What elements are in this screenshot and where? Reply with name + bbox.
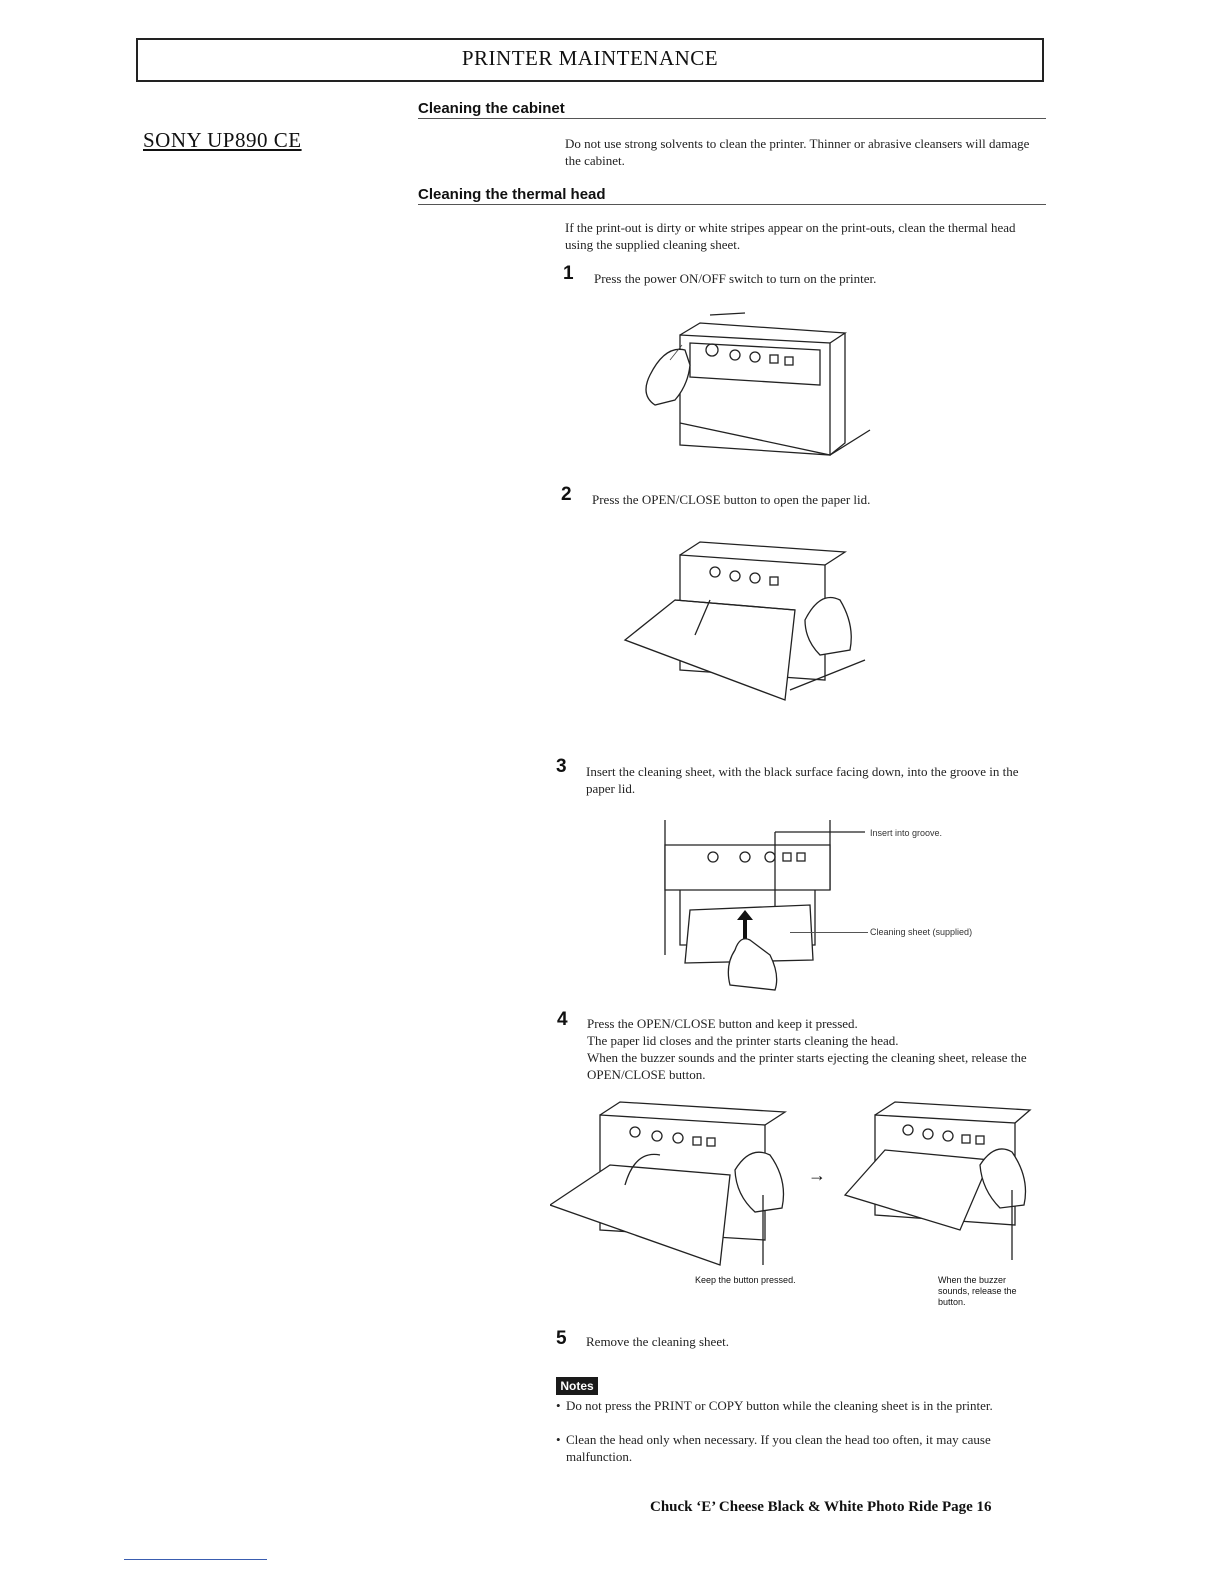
label-insert-groove: Insert into groove. [870, 828, 943, 838]
thermal-intro: If the print-out is dirty or white stripes appear on the print-outs, clean the thermal head using the supplied cleaning sheet. [565, 220, 1016, 252]
step-text: Press the OPEN/CLOSE button and keep it pressed. [587, 1016, 858, 1031]
step-number: 4 [557, 1009, 568, 1030]
step-text: Insert the cleaning sheet, with the black surface facing down, into the groove in the paper lid. [586, 764, 1019, 796]
note-item: Do not press the PRINT or COPY button while the cleaning sheet is in the printer. [566, 1398, 993, 1413]
arrow-right-icon: → [808, 1165, 826, 1185]
page-title: PRINTER MAINTENANCE [461, 46, 719, 70]
label-keep-pressed: Keep the button pressed. [695, 1275, 796, 1285]
step-text: When the buzzer sounds and the printer starts ejecting the cleaning sheet, release the OPEN/CLOSE button. [587, 1050, 1027, 1082]
printer-power-illustration [630, 305, 880, 470]
step-number: 5 [556, 1328, 567, 1349]
section-rule [418, 204, 1046, 205]
note-item: Clean the head only when necessary. If you clean the head too often, it may cause malfunction. [566, 1432, 991, 1464]
step-number: 1 [563, 263, 574, 284]
section-rule [418, 118, 1046, 119]
step-text: The paper lid closes and the printer starts cleaning the head. [587, 1033, 899, 1048]
footer-link-underline [124, 1559, 267, 1560]
notes-badge: Notes [556, 1377, 598, 1395]
section-title-cabinet: Cleaning the cabinet [418, 100, 565, 117]
bullet-icon: • [556, 1398, 561, 1413]
model-name: SONY UP890 CE [143, 128, 302, 152]
footer-text: Chuck ‘E’ Cheese Black & White Photo Ride Page 16 [650, 1499, 992, 1515]
lid-closing-illustration [550, 1090, 790, 1270]
sheet-eject-illustration [840, 1090, 1040, 1270]
section-title-thermal: Cleaning the thermal head [418, 186, 606, 203]
leader-line [790, 932, 868, 933]
bullet-icon: • [556, 1432, 561, 1447]
step-text: Remove the cleaning sheet. [586, 1334, 729, 1349]
cabinet-text: Do not use strong solvents to clean the printer. Thinner or abrasive cleansers will damage the cabinet. [565, 136, 1030, 168]
label-cleaning-sheet: Cleaning sheet (supplied) [870, 927, 973, 937]
open-lid-illustration [615, 530, 875, 710]
step-number: 2 [561, 484, 572, 505]
label-buzzer-release: When the buzzer sounds, release the button. [938, 1275, 1017, 1307]
insert-sheet-illustration [655, 815, 870, 1000]
step-number: 3 [556, 756, 567, 777]
step-text: Press the power ON/OFF switch to turn on the printer. [594, 271, 877, 286]
step-text: Press the OPEN/CLOSE button to open the paper lid. [592, 492, 871, 507]
